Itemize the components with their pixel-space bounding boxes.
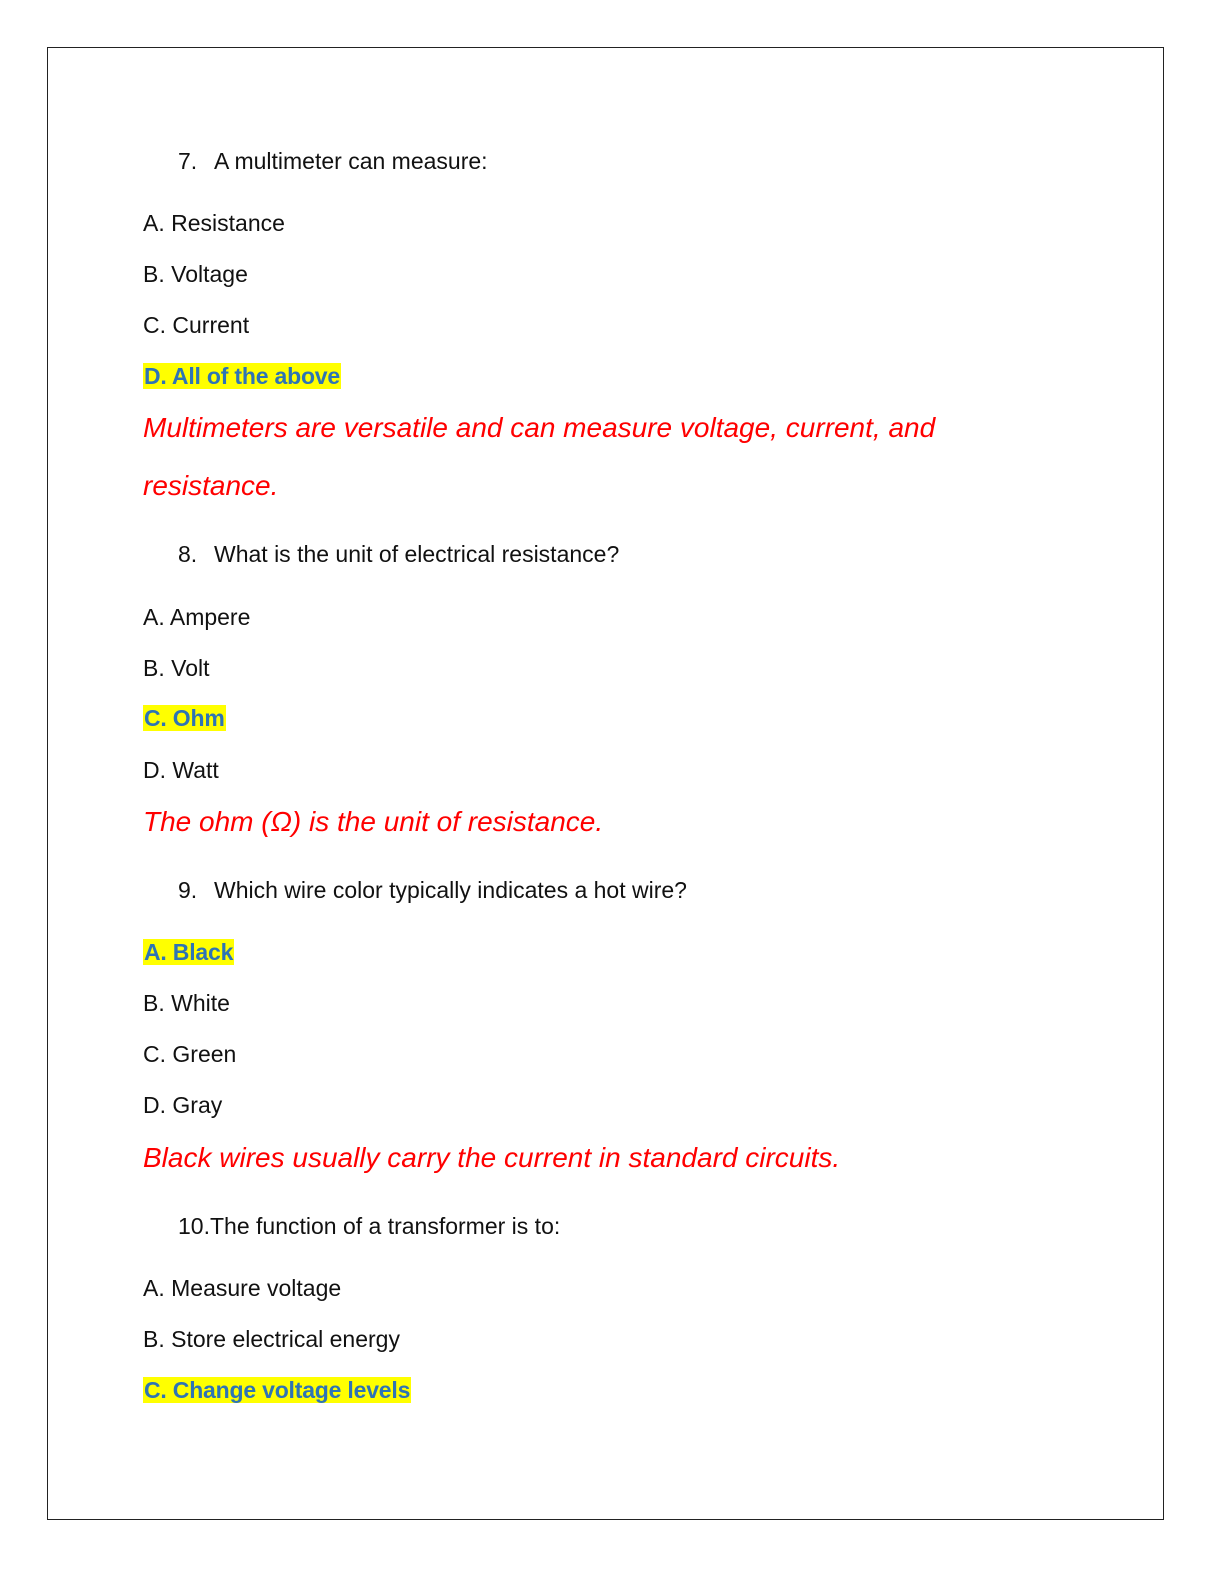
question-text: A multimeter can measure:: [214, 148, 488, 174]
explanation-7-line-1: Multimeters are versatile and can measure voltage, current, and: [143, 412, 936, 443]
option-9d: D. Gray: [143, 1092, 223, 1118]
option-7b: B. Voltage: [143, 261, 248, 287]
correct-answer-highlight: C. Change voltage levels: [144, 1377, 411, 1403]
question-number: 7.: [178, 148, 198, 174]
question-number: 10.: [178, 1213, 210, 1239]
question-8: [178, 539, 619, 569]
question-text: Which wire color typically indicates a hot wire?: [214, 877, 687, 903]
question-10: [178, 1211, 560, 1241]
option-9c: C. Green: [143, 1041, 237, 1067]
question-text: What is the unit of electrical resistance?: [214, 541, 620, 567]
option-8a: A. Ampere: [143, 604, 251, 630]
correct-answer-highlight: D. All of the above: [144, 363, 340, 389]
explanation-8-line-1: The ohm (Ω) is the unit of resistance.: [143, 806, 604, 837]
option-9a-correct: [143, 937, 234, 967]
explanation-7-line-2: resistance.: [143, 470, 279, 501]
option-8d: D. Watt: [143, 757, 219, 783]
option-7d-correct: [143, 361, 341, 391]
option-8c-correct: [143, 703, 226, 733]
option-8b: B. Volt: [143, 655, 210, 681]
correct-answer-highlight: C. Ohm: [144, 705, 225, 731]
option-9b: B. White: [143, 990, 230, 1016]
option-7c: C. Current: [143, 312, 250, 338]
question-number: 8.: [178, 541, 198, 567]
question-9: [178, 875, 687, 905]
question-7: [178, 146, 488, 176]
option-10a: A. Measure voltage: [143, 1275, 342, 1301]
correct-answer-highlight: A. Black: [144, 939, 234, 965]
question-text: The function of a transformer is to:: [209, 1213, 561, 1239]
explanation-9-line-1: Black wires usually carry the current in standard circuits.: [143, 1142, 841, 1173]
option-10c-correct: [143, 1375, 411, 1405]
question-number: 9.: [178, 877, 198, 903]
option-10b: B. Store electrical energy: [143, 1326, 400, 1352]
option-7a: A. Resistance: [143, 210, 285, 236]
